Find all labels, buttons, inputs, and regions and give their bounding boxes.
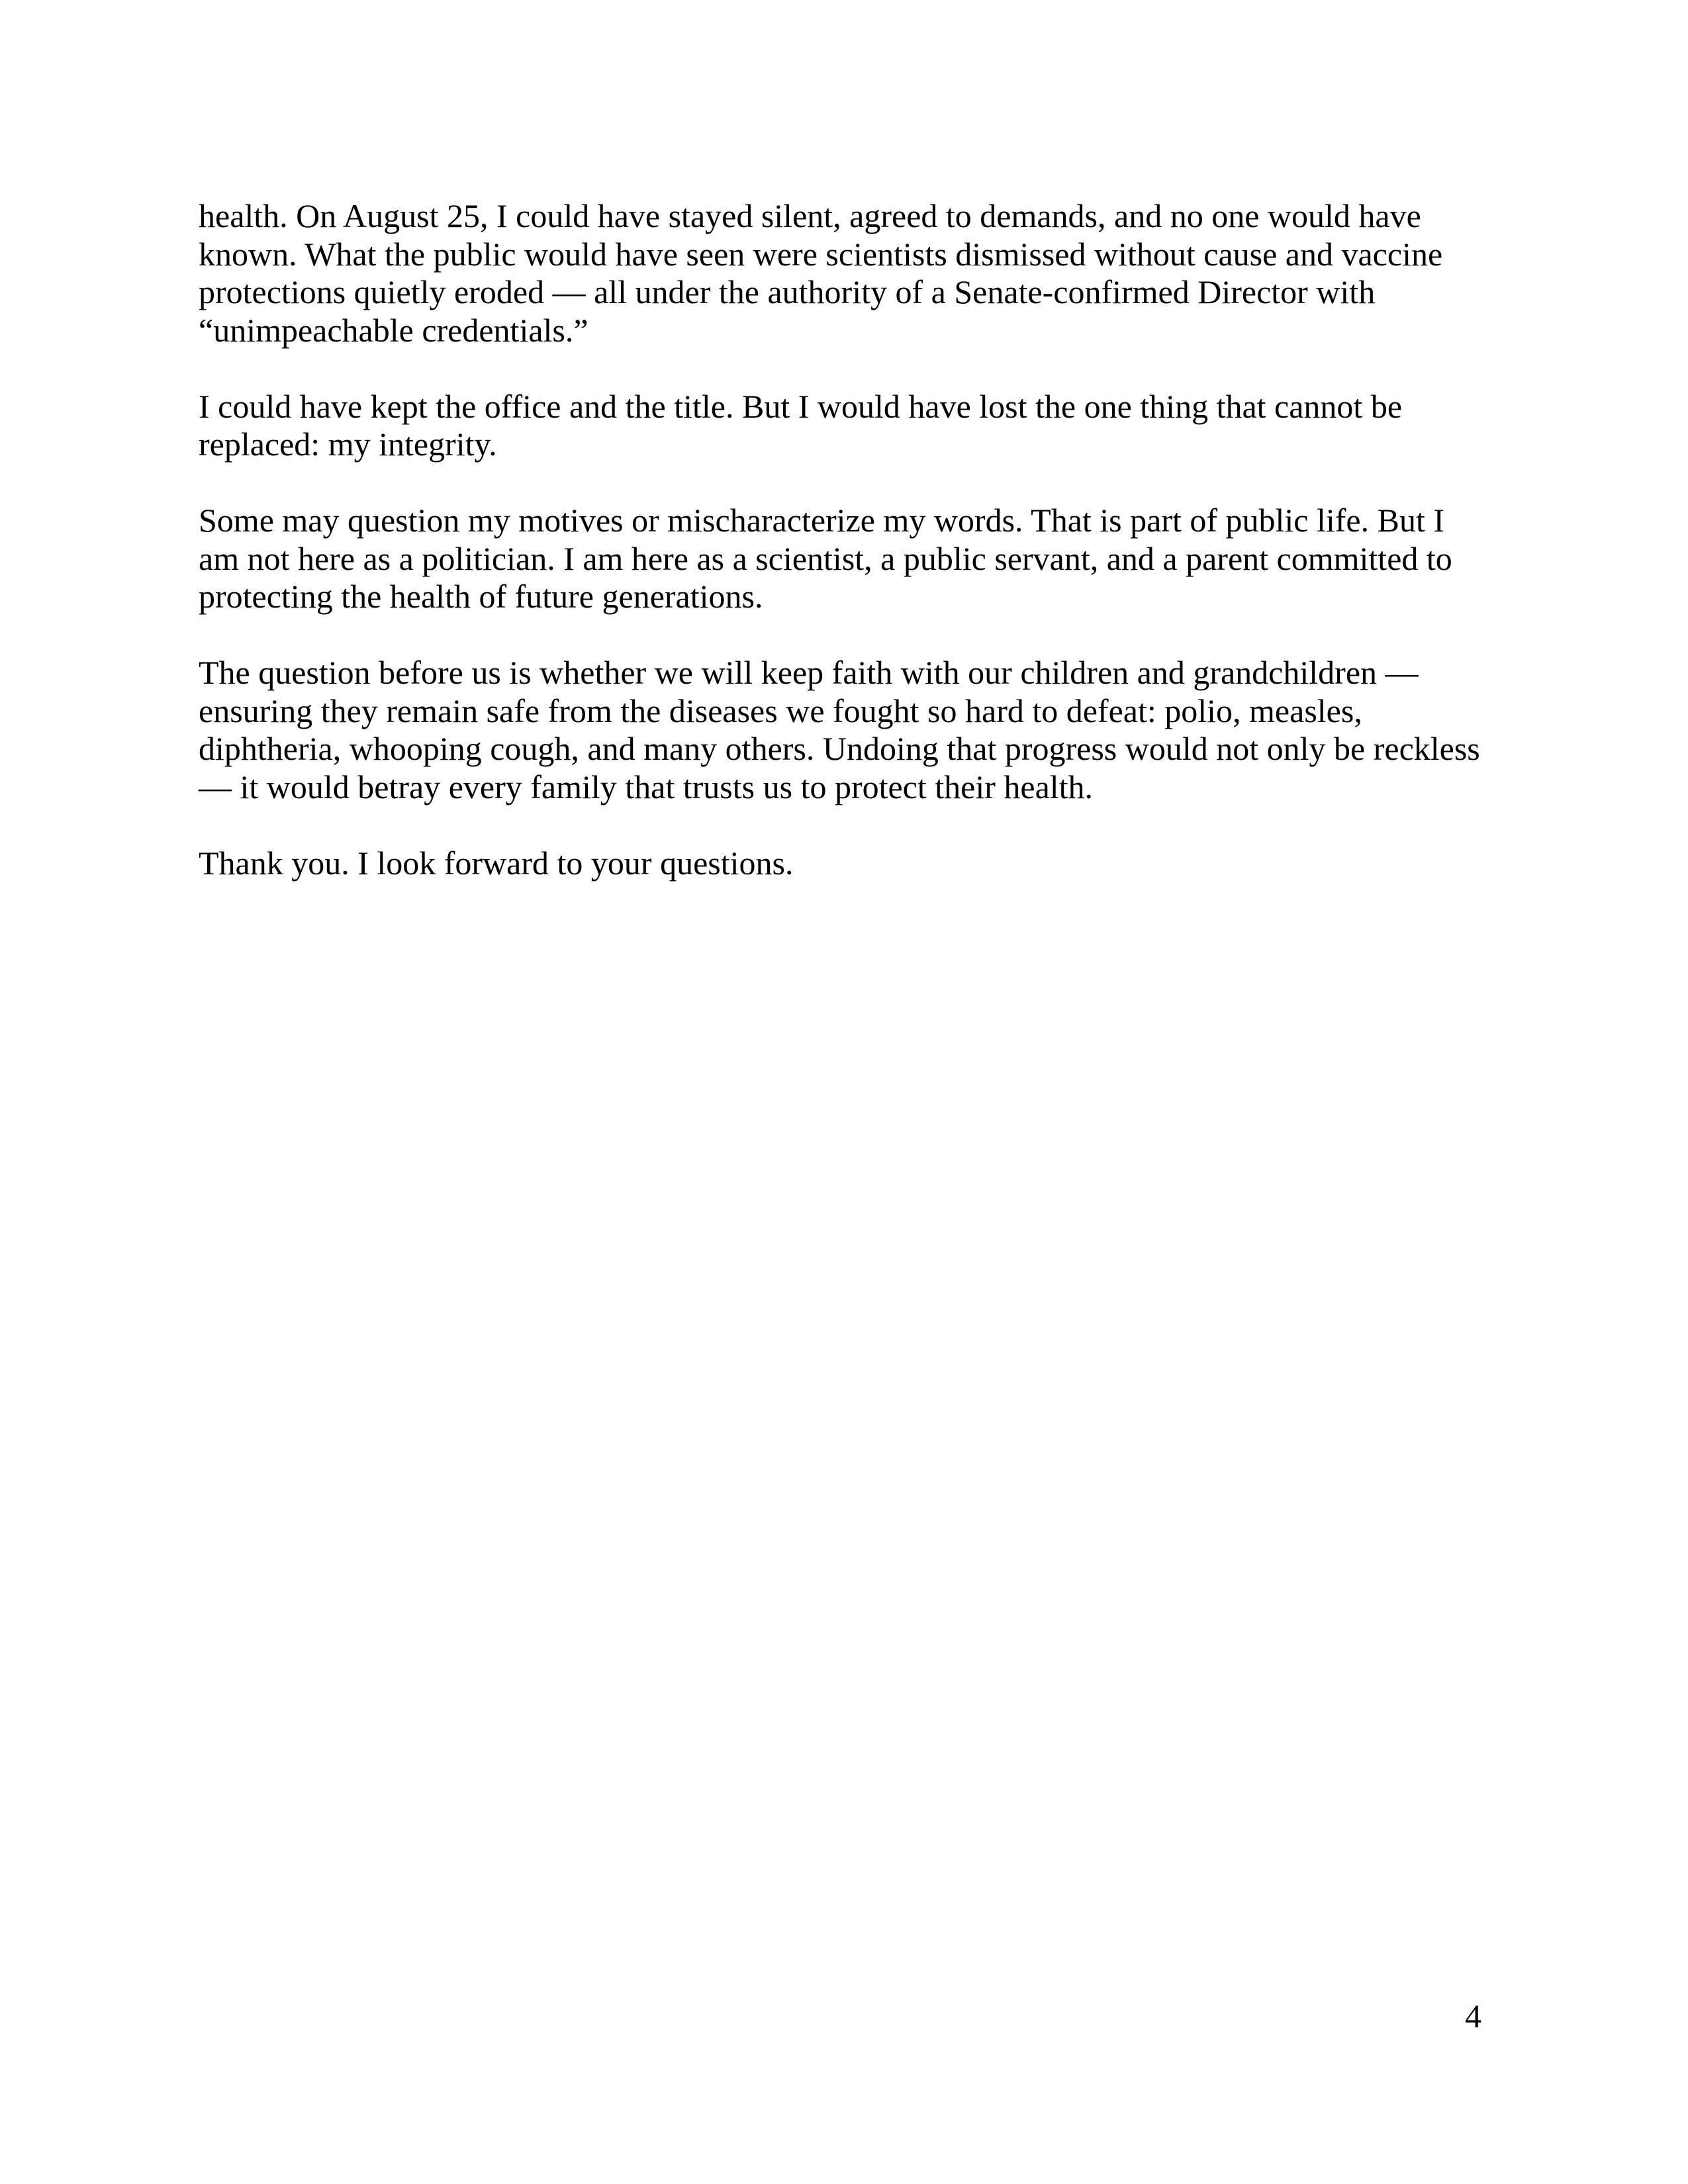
page-number: 4 — [1465, 1997, 1481, 2034]
text-line: health. On August 25, I could have stayed silent, agreed to demands, and no one would have — [199, 197, 1421, 234]
text-line: “unimpeachable credentials.” — [199, 311, 588, 349]
text-line: I could have kept the office and the title. But I would have lost the one thing that cannot be — [199, 387, 1403, 425]
paragraph-2 — [199, 388, 1496, 464]
text-line: protecting the health of future generations. — [199, 578, 763, 615]
text-line: Thank you. I look forward to your questions. — [199, 844, 794, 882]
text-line: am not here as a politician. I am here as a scientist, a public servant, and a parent committed to — [199, 539, 1452, 577]
text-line: — it would betray every family that trusts us to protect their health. — [199, 768, 1094, 805]
text-line: replaced: my integrity. — [199, 426, 497, 463]
text-line: The question before us is whether we will keep faith with our children and grandchildren — — [199, 654, 1419, 691]
body-text — [199, 197, 1496, 921]
paragraph-4 — [199, 654, 1496, 806]
text-line: diphtheria, whooping cough, and many others. Undoing that progress would not only be reckless — [199, 730, 1480, 767]
paragraph-3 — [199, 502, 1496, 616]
paragraph-5 — [199, 844, 1496, 883]
text-line: Some may question my motives or mischaracterize my words. That is part of public life. But I — [199, 502, 1445, 539]
text-line: ensuring they remain safe from the diseases we fought so hard to defeat: polio, measles, — [199, 692, 1362, 729]
text-line: known. What the public would have seen were scientists dismissed without cause and vaccine — [199, 235, 1443, 273]
text-line: protections quietly eroded — all under the authority of a Senate-confirmed Director with — [199, 273, 1376, 310]
paragraph-1 — [199, 197, 1496, 349]
